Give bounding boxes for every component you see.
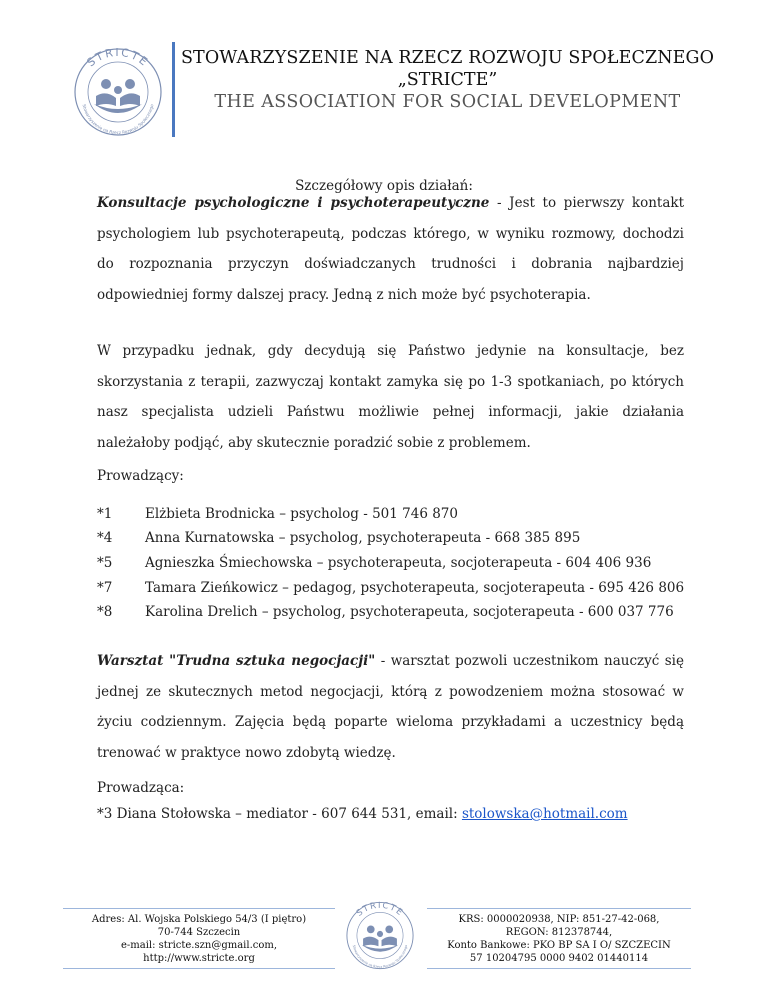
- leader2-label: Prowadząca:: [97, 780, 185, 796]
- svg-text:STRICTE: [354, 900, 406, 918]
- leader-number: *7: [97, 580, 113, 596]
- footer-registration-line: REGON: 812378744,: [505, 927, 613, 938]
- footer-registration-line: 57 10204795 0000 9402 01440114: [469, 953, 649, 964]
- consultations-title: Konsultacje psychologiczne i psychoterapeutyczne: [97, 195, 490, 211]
- leader-number: *8: [97, 604, 113, 620]
- svg-text:Stowarzyszenie na Rzecz Rozwoj: [352, 945, 408, 969]
- footer-registration: [427, 908, 691, 969]
- header-divider: [172, 42, 175, 137]
- email-link[interactable]: stolowska@hotmail.com: [461, 806, 628, 822]
- footer-address-line: e-mail: stricte.szn@gmail.com,: [120, 940, 278, 951]
- org-name-pl: STOWARZYSZENIE NA RZECZ ROZWOJU SPOŁECZNEGO: [180, 48, 715, 68]
- footer-registration-line: Konto Bankowe: PKO BP SA I O/ SZCZECIN: [447, 940, 671, 951]
- consultations-paragraph: Konsultacje psychologiczne i psychoterapeutyczne - Jest to pierwszy kontakt psychologiem lub psychoterapeutą, podczas którego, w wyniku rozmowy, dochodzi do rozpoznania przyczyn doświadczanych trudności i dobrania najbardziej odpowiedniej formy dalszej pracy. Jedną z nich może być psychoterapia.: [97, 195, 684, 303]
- leader-text: Agnieszka Śmiechowska – psychoterapeuta, socjoterapeuta - 604 406 936: [145, 555, 652, 571]
- leader-number: *1: [97, 506, 113, 522]
- logo-arc-text: STRICTE: [84, 45, 152, 70]
- footer-address-line: Adres: Al. Wojska Polskiego 54/3 (I piętro): [91, 914, 307, 925]
- section-title: Szczegółowy opis działań:: [295, 178, 473, 194]
- leaders-label: Prowadzący:: [97, 468, 184, 484]
- leader-text: Karolina Drelich – psycholog, psychoterapeuta, socjoterapeuta - 600 037 776: [145, 604, 674, 620]
- stricte-logo: [66, 44, 170, 136]
- leader-text: Anna Kurnatowska – psycholog, psychoterapeuta - 668 385 895: [145, 530, 581, 546]
- footer-address-line: http://www.stricte.org: [143, 953, 255, 964]
- footer-logo-ring-text: Stowarzyszenie na Rzecz Rozwoju Społecznego: [351, 944, 409, 969]
- consultations-text: Jest to pierwszy kontakt psychologiem lub psychoterapeutą, podczas którego, w wyniku rozmowy, dochodzi do rozpoznania przyczyn doświadczanych trudności i dobrania najbardziej odpowiedniej formy dalszej pracy. Jedną z nich może być psychoterapia.: [97, 195, 684, 303]
- logo-ring-text: Stowarzyszenie na Rzecz Rozwoju Społecznego: [81, 103, 155, 136]
- stricte-logo-footer: [340, 898, 420, 970]
- leader2-text: *3 Diana Stołowska – mediator - 607 644 531, email:: [97, 806, 462, 822]
- footer-logo-arc-text: STRICTE: [354, 899, 406, 918]
- org-short-name: „STRICTE”: [397, 70, 498, 90]
- workshop-paragraph: Warsztat "Trudna sztuka negocjacji" - warsztat pozwoli uczestnikom nauczyć się jednej ze skutecznych metod negocjacji, którą z powodzeniem można stosować w życiu codziennym. Zajęcia będą poparte wieloma przykładami a uczestnicy będą trenować w praktyce nowo zdobytą wiedzę.: [97, 653, 684, 761]
- footer-address-line: 70-744 Szczecin: [157, 927, 241, 938]
- workshop-text: warsztat pozwoli uczestnikom nauczyć się jednej ze skutecznych metod negocjacji, którą z powodzeniem można stosować w życiu codziennym. Zajęcia będą poparte wieloma przykładami a uczestnicy będą trenować w praktyce nowo zdobytą wiedzę.: [97, 653, 684, 761]
- svg-text:STRICTE: [85, 46, 152, 69]
- footer-address: [63, 908, 335, 969]
- consultations-paragraph-2: W przypadku jednak, gdy decydują się Państwo jedynie na konsultacje, bez skorzystania z terapii, zazwyczaj kontakt zamyka się po 1-3 spotkaniach, po których nasz specjalista udzieli Państwu możliwie pełnej informacji, jakie działania należałoby podjąć, aby skutecznie poradzić sobie z problemem.: [97, 343, 684, 451]
- leader2-line: [97, 806, 628, 822]
- workshop-title: Warsztat "Trudna sztuka negocjacji": [97, 653, 376, 669]
- leader-text: Tamara Zieńkowicz – pedagog, psychoterapeuta, socjoterapeuta - 695 426 806: [145, 580, 685, 596]
- leader-text: Elżbieta Brodnicka – psycholog - 501 746 870: [145, 506, 458, 522]
- org-name-en: THE ASSOCIATION FOR SOCIAL DEVELOPMENT: [214, 92, 681, 112]
- footer-registration-line: KRS: 0000020938, NIP: 851-27-42-068,: [458, 914, 660, 925]
- leader-number: *4: [97, 530, 113, 546]
- leader-number: *5: [97, 555, 113, 571]
